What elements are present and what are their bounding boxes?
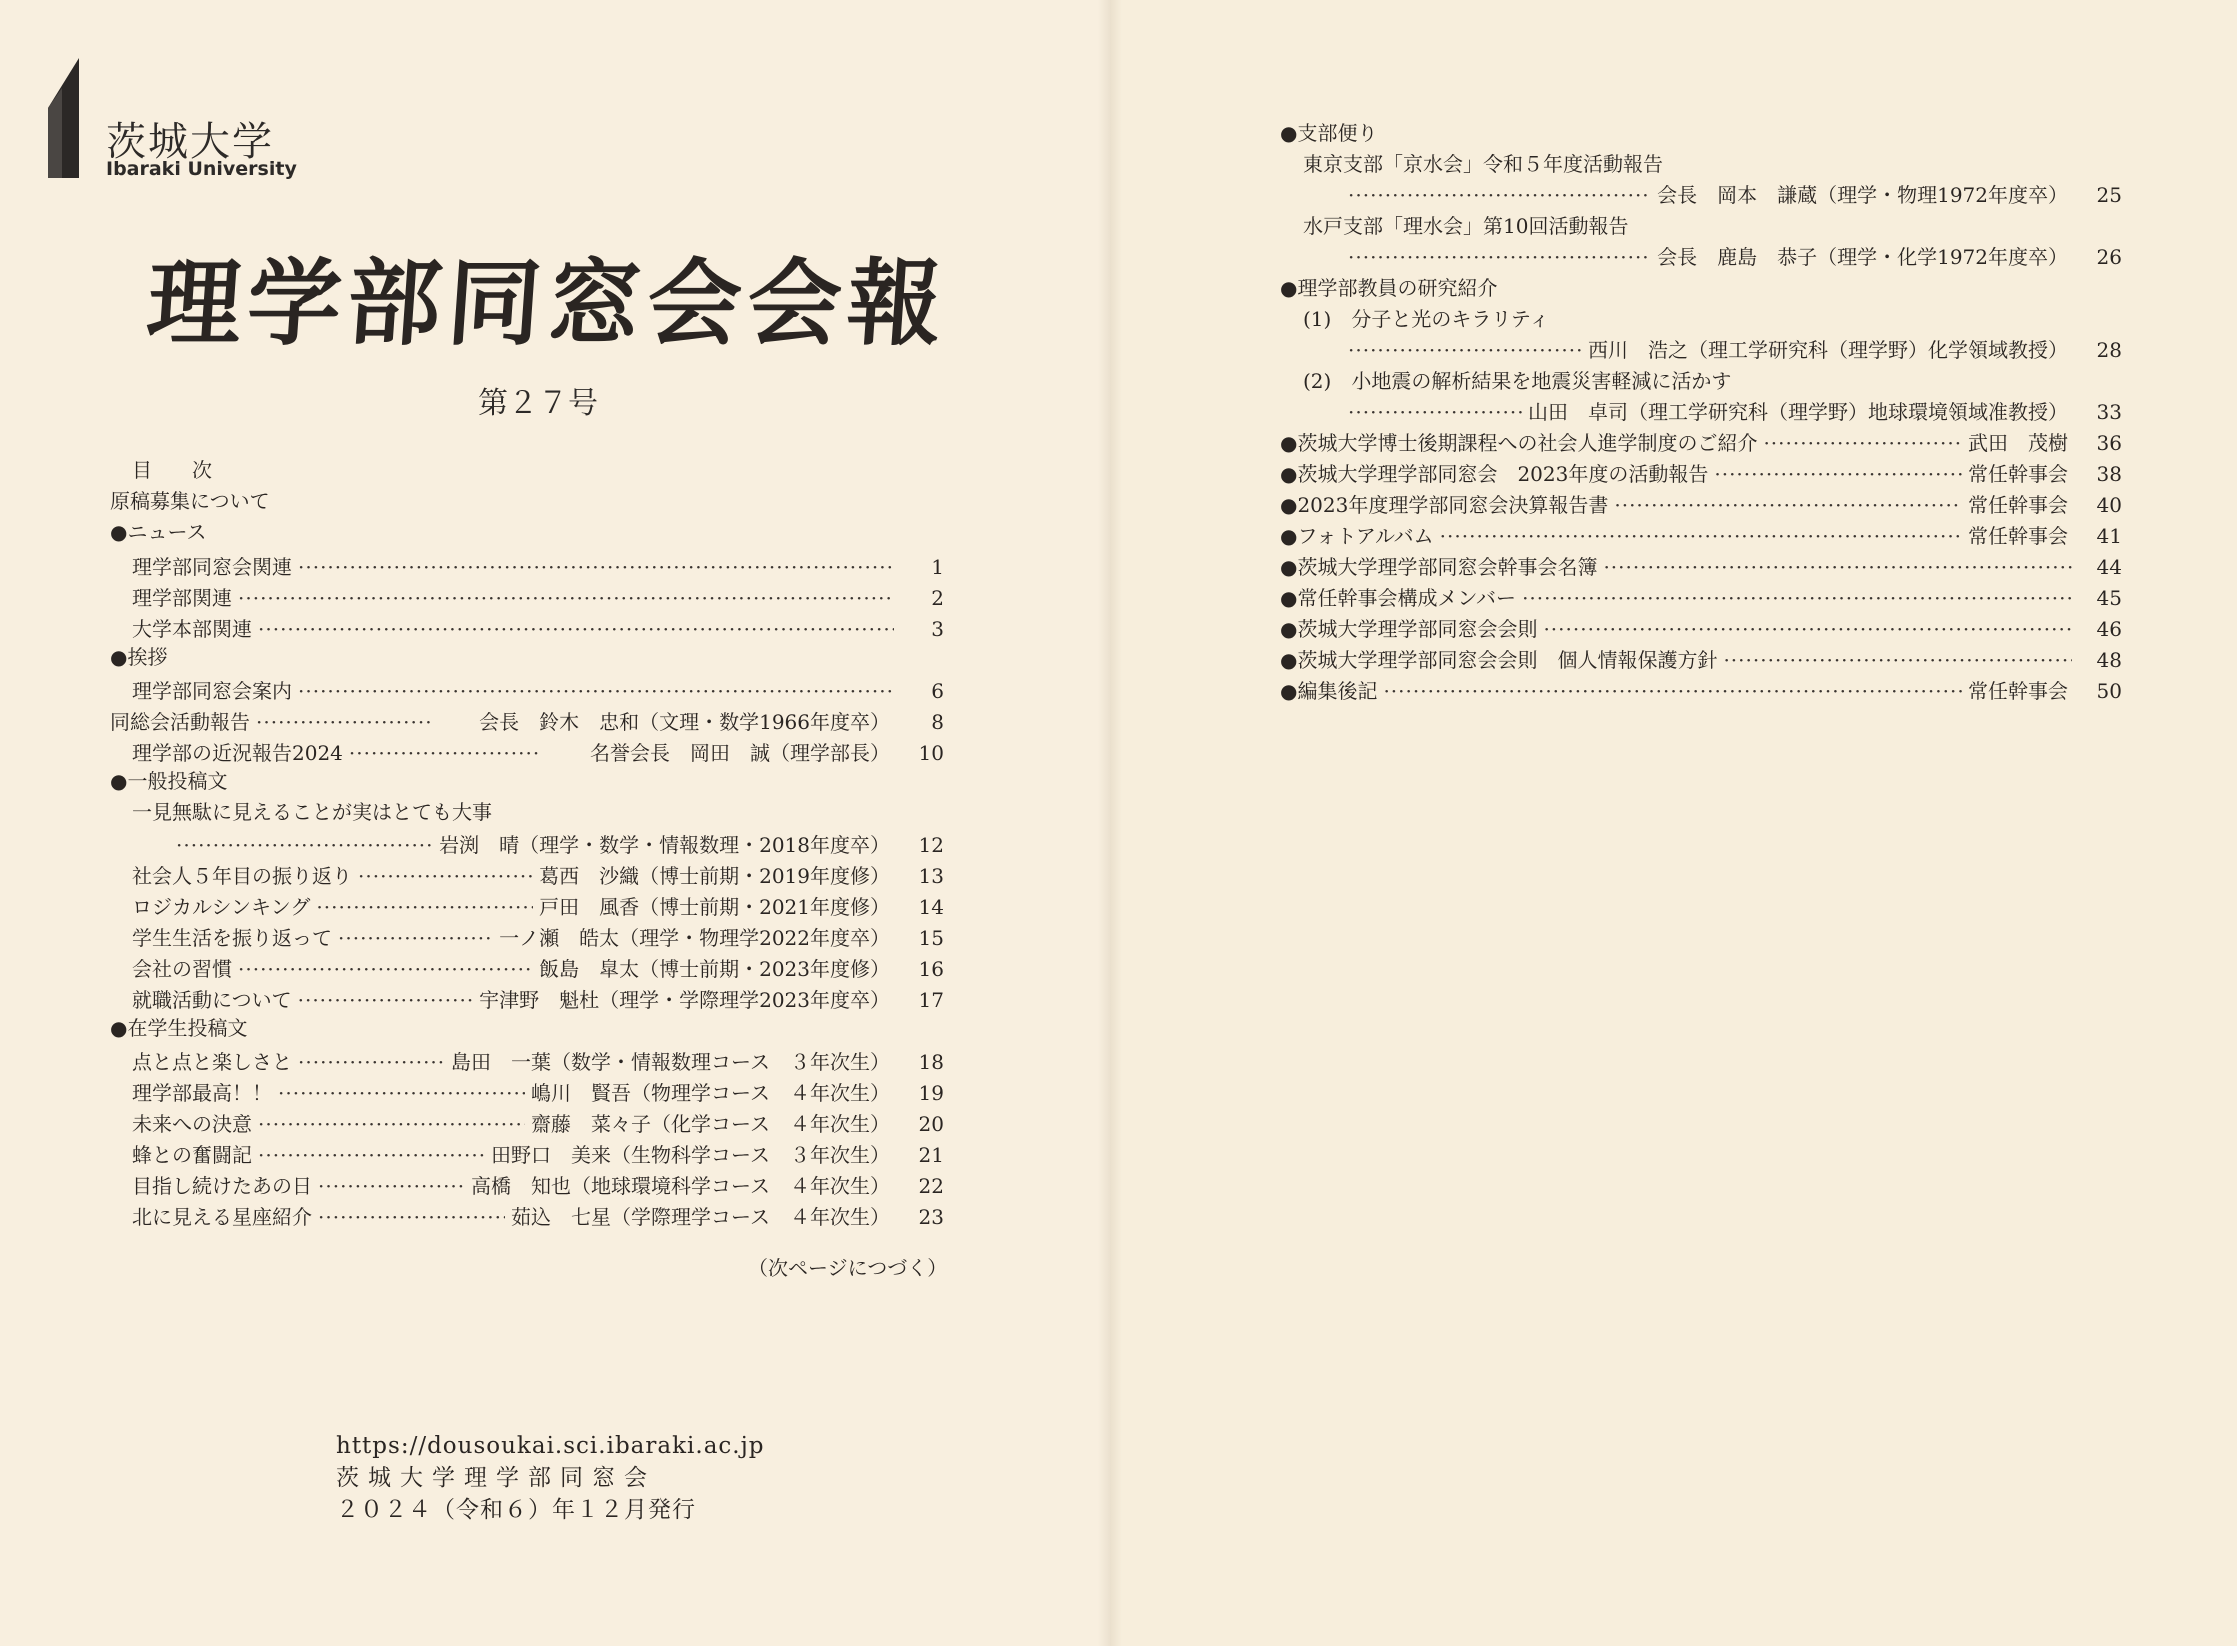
leader-dots — [176, 830, 433, 860]
entry-page: 50 — [2096, 679, 2122, 703]
entry-title: ●茨城大学理学部同窓会幹事会名簿 — [1280, 555, 1598, 579]
entry-page: 36 — [2096, 431, 2122, 455]
page-gutter — [1098, 0, 1122, 1646]
entry-page: 20 — [918, 1112, 944, 1136]
entry-page: 13 — [918, 864, 944, 888]
entry-author: 常任幹事会 — [1968, 679, 2068, 703]
entry-author: 田野口 美来（生物科学コース ３年次生） — [491, 1143, 890, 1167]
leader-dots — [1714, 459, 1962, 489]
entry-title: ●常任幹事会構成メンバー — [1280, 586, 1517, 610]
entry-page: 45 — [2096, 586, 2122, 610]
leader-dots — [1603, 552, 2072, 582]
leader-dots — [338, 923, 493, 953]
footer-org: 茨城大学理学部同窓会 — [336, 1465, 656, 1491]
page-title: 理学部同窓会会報 — [143, 249, 952, 359]
leader-dots — [278, 1078, 525, 1108]
footer — [336, 1430, 764, 1526]
toc-entry[interactable] — [132, 614, 944, 644]
entry-title: 学生生活を振り返って — [132, 926, 332, 950]
entry-page: 28 — [2096, 338, 2122, 362]
toc-entry[interactable] — [132, 985, 944, 1015]
logo-en-text: Ibaraki University — [106, 158, 297, 180]
section-ippan: ●一般投稿文 — [110, 769, 228, 793]
entry-title: ●茨城大学博士後期課程への社会人進学制度のご紹介 — [1280, 431, 1758, 455]
entry-page: 38 — [2096, 462, 2122, 486]
entry-author: 名誉会長 岡田 誠（理学部長） — [590, 741, 890, 765]
leader-dots — [1723, 645, 2072, 675]
entry-page: 12 — [918, 833, 944, 857]
entry-author: 一ノ瀬 皓太（理学・物理学2022年度卒） — [499, 926, 890, 950]
entry-author: 会長 鹿島 恭子（理学・化学1972年度卒） — [1657, 245, 2068, 269]
entry-author: 岩渕 晴（理学・数学・情報数理・2018年度卒） — [439, 833, 890, 857]
toc-entry[interactable] — [132, 1047, 944, 1077]
entry-page: 46 — [2096, 617, 2122, 641]
entry-page: 8 — [931, 710, 944, 734]
entry-page: 1 — [931, 555, 944, 579]
entry-author: 常任幹事会 — [1968, 493, 2068, 517]
leader-dots — [258, 1140, 485, 1170]
toc-entry[interactable] — [1280, 490, 2122, 520]
footer-url[interactable]: https://dousoukai.sci.ibaraki.ac.jp — [336, 1433, 765, 1459]
toc-entry[interactable] — [132, 1078, 944, 1108]
entry-author: 戸田 風香（博士前期・2021年度修） — [539, 895, 890, 919]
leader-dots — [1348, 397, 1522, 427]
entry-title: ●編集後記 — [1280, 679, 1378, 703]
leader-dots — [238, 954, 533, 984]
issue-number: 第２７号 — [478, 386, 598, 421]
entry-author: 高橋 知也（地球環境科学コース ４年次生） — [471, 1174, 890, 1198]
toc-entry[interactable] — [132, 861, 944, 891]
toc-entry[interactable] — [1280, 521, 2122, 551]
entry-title: 理学部同窓会案内 — [132, 679, 292, 703]
toc-entry[interactable] — [1280, 676, 2122, 706]
entry-title: 理学部最高！！ — [132, 1081, 272, 1105]
toc-entry[interactable] — [132, 738, 944, 768]
leader-dots — [1522, 583, 2072, 613]
toc-entry-title[interactable]: 東京支部「京水会」令和５年度活動報告 — [1303, 152, 1663, 176]
entry-author: 西川 浩之（理工学研究科（理学野）化学領域教授） — [1588, 338, 2068, 362]
toc-entry[interactable] — [1348, 335, 2122, 365]
entry-page: 26 — [2096, 245, 2122, 269]
leader-dots — [298, 985, 473, 1015]
entry-author: 会長 鈴木 忠和（文理・数学1966年度卒） — [479, 710, 890, 734]
entry-title: 目指し続けたあの日 — [132, 1174, 312, 1198]
toc-entry[interactable] — [176, 830, 944, 860]
toc-entry[interactable] — [132, 1140, 944, 1170]
leader-dots — [258, 614, 894, 644]
entry-author: 飯島 皐太（博士前期・2023年度修） — [539, 957, 890, 981]
entry-title: ●フォトアルバム — [1280, 524, 1434, 548]
leader-dots — [316, 892, 533, 922]
entry-page: 33 — [2096, 400, 2122, 424]
entry-page: 15 — [918, 926, 944, 950]
toc-entry[interactable] — [1348, 397, 2122, 427]
section-news: ●ニュース — [110, 520, 207, 544]
leader-dots — [1440, 521, 1962, 551]
entry-page: 48 — [2096, 648, 2122, 672]
entry-page: 2 — [931, 586, 944, 610]
entry-title: 理学部の近況報告2024 — [132, 741, 343, 765]
leader-dots — [318, 1202, 505, 1232]
entry-title: 未来への決意 — [132, 1112, 252, 1136]
toc-entry[interactable] — [1280, 583, 2122, 613]
entry-title: 会社の習慣 — [132, 957, 232, 981]
toc-entry[interactable] — [1280, 459, 2122, 489]
toc-entry-title[interactable]: (1) 分子と光のキラリティ — [1303, 307, 1550, 331]
toc-entry[interactable] — [132, 1202, 944, 1232]
entry-title: ●2023年度理学部同窓会決算報告書 — [1280, 493, 1609, 517]
leader-dots — [1543, 614, 2072, 644]
entry-author: 常任幹事会 — [1968, 462, 2068, 486]
section-shibu: ●支部便り — [1280, 121, 1378, 145]
toc-entry[interactable] — [132, 923, 944, 953]
leader-dots — [298, 1047, 445, 1077]
leader-dots — [298, 676, 894, 706]
entry-title: ●茨城大学理学部同窓会会則 個人情報保護方針 — [1280, 648, 1718, 672]
entry-page: 17 — [918, 988, 944, 1012]
leader-dots — [258, 1109, 525, 1139]
toc-entry[interactable] — [132, 1171, 944, 1201]
leader-dots — [1383, 676, 1962, 706]
leader-dots — [1348, 242, 1651, 272]
section-kenkyu: ●理学部教員の研究紹介 — [1280, 276, 1498, 300]
section-aisatsu: ●挨拶 — [110, 645, 168, 669]
entry-title: 理学部同窓会関連 — [132, 555, 292, 579]
leader-dots — [298, 552, 894, 582]
entry-author: 山田 卓司（理工学研究科（理学野）地球環境領域准教授） — [1528, 400, 2068, 424]
leader-dots — [238, 583, 894, 613]
logo-jp-text: 茨城大学 — [106, 119, 274, 165]
entry-page: 23 — [918, 1205, 944, 1229]
entry-title: 就職活動について — [132, 988, 292, 1012]
university-logo-icon — [48, 58, 79, 178]
entry-page: 19 — [918, 1081, 944, 1105]
entry-author: 齋藤 菜々子（化学コース ４年次生） — [531, 1112, 890, 1136]
toc-genko[interactable]: 原稿募集について — [110, 489, 270, 513]
toc-entry[interactable] — [132, 1109, 944, 1139]
entry-page: 18 — [918, 1050, 944, 1074]
entry-page: 21 — [918, 1143, 944, 1167]
leader-dots — [358, 861, 533, 891]
leader-dots — [1348, 335, 1582, 365]
toc-entry[interactable] — [1348, 180, 2122, 210]
entry-title: 同総会活動報告 — [110, 710, 250, 734]
entry-title: ●茨城大学理学部同窓会 2023年度の活動報告 — [1280, 462, 1709, 486]
entry-author: 宇津野 魁杜（理学・学際理学2023年度卒） — [479, 988, 890, 1012]
footer-date: ２０２４（令和６）年１２月発行 — [336, 1497, 696, 1523]
leader-dots — [1763, 428, 1962, 458]
entry-page: 40 — [2096, 493, 2122, 517]
toc-entry[interactable] — [132, 676, 944, 706]
entry-author: 嶋川 賢吾（物理学コース ４年次生） — [531, 1081, 890, 1105]
entry-author: 武田 茂樹 — [1968, 431, 2068, 455]
entry-page: 10 — [918, 741, 944, 765]
toc-entry[interactable] — [1280, 428, 2122, 458]
entry-title: 蜂との奮闘記 — [132, 1143, 252, 1167]
entry-page: 6 — [931, 679, 944, 703]
entry-page: 3 — [931, 617, 944, 641]
entry-title: 北に見える星座紹介 — [132, 1205, 312, 1229]
entry-title: ロジカルシンキング — [132, 895, 311, 919]
toc-entry[interactable] — [132, 954, 944, 984]
toc-entry[interactable] — [132, 552, 944, 582]
leader-dots — [318, 1171, 465, 1201]
entry-page: 22 — [918, 1174, 944, 1198]
entry-page: 44 — [2096, 555, 2122, 579]
toc-entry[interactable] — [1280, 552, 2122, 582]
entry-title: 理学部関連 — [132, 586, 232, 610]
leader-dots — [256, 707, 432, 737]
toc-entry[interactable] — [132, 583, 944, 613]
entry-page: 25 — [2096, 183, 2122, 207]
toc-entry[interactable] — [1280, 614, 2122, 644]
entry-author: 葛西 沙織（博士前期・2019年度修） — [539, 864, 890, 888]
toc-entry-title[interactable]: 一見無駄に見えることが実はとても大事 — [132, 800, 492, 824]
leader-dots — [349, 738, 539, 768]
entry-title: 社会人５年目の振り返り — [132, 864, 352, 888]
toc-entry[interactable] — [110, 707, 944, 737]
leader-dots — [1614, 490, 1962, 520]
entry-title: 大学本部関連 — [132, 617, 252, 641]
toc-heading: 目 次 — [132, 458, 212, 482]
toc-entry-title[interactable]: (2) 小地震の解析結果を地震災害軽減に活かす — [1303, 369, 1732, 393]
entry-page: 14 — [918, 895, 944, 919]
entry-page: 16 — [918, 957, 944, 981]
entry-title: ●茨城大学理学部同窓会会則 — [1280, 617, 1538, 641]
entry-author: 島田 一葉（数学・情報数理コース ３年次生） — [451, 1050, 890, 1074]
entry-title: 点と点と楽しさと — [132, 1050, 292, 1074]
leader-dots — [1348, 180, 1651, 210]
entry-page: 41 — [2096, 524, 2122, 548]
entry-author: 茹込 七星（学際理学コース ４年次生） — [511, 1205, 890, 1229]
toc-entry[interactable] — [1280, 645, 2122, 675]
toc-entry[interactable] — [132, 892, 944, 922]
toc-entry-title[interactable]: 水戸支部「理水会」第10回活動報告 — [1303, 214, 1629, 238]
entry-author: 常任幹事会 — [1968, 524, 2068, 548]
entry-author: 会長 岡本 謙蔵（理学・物理1972年度卒） — [1657, 183, 2068, 207]
toc-entry[interactable] — [1348, 242, 2122, 272]
section-zaigaku: ●在学生投稿文 — [110, 1016, 248, 1040]
continued-note: （次ページにつづく） — [748, 1256, 948, 1280]
